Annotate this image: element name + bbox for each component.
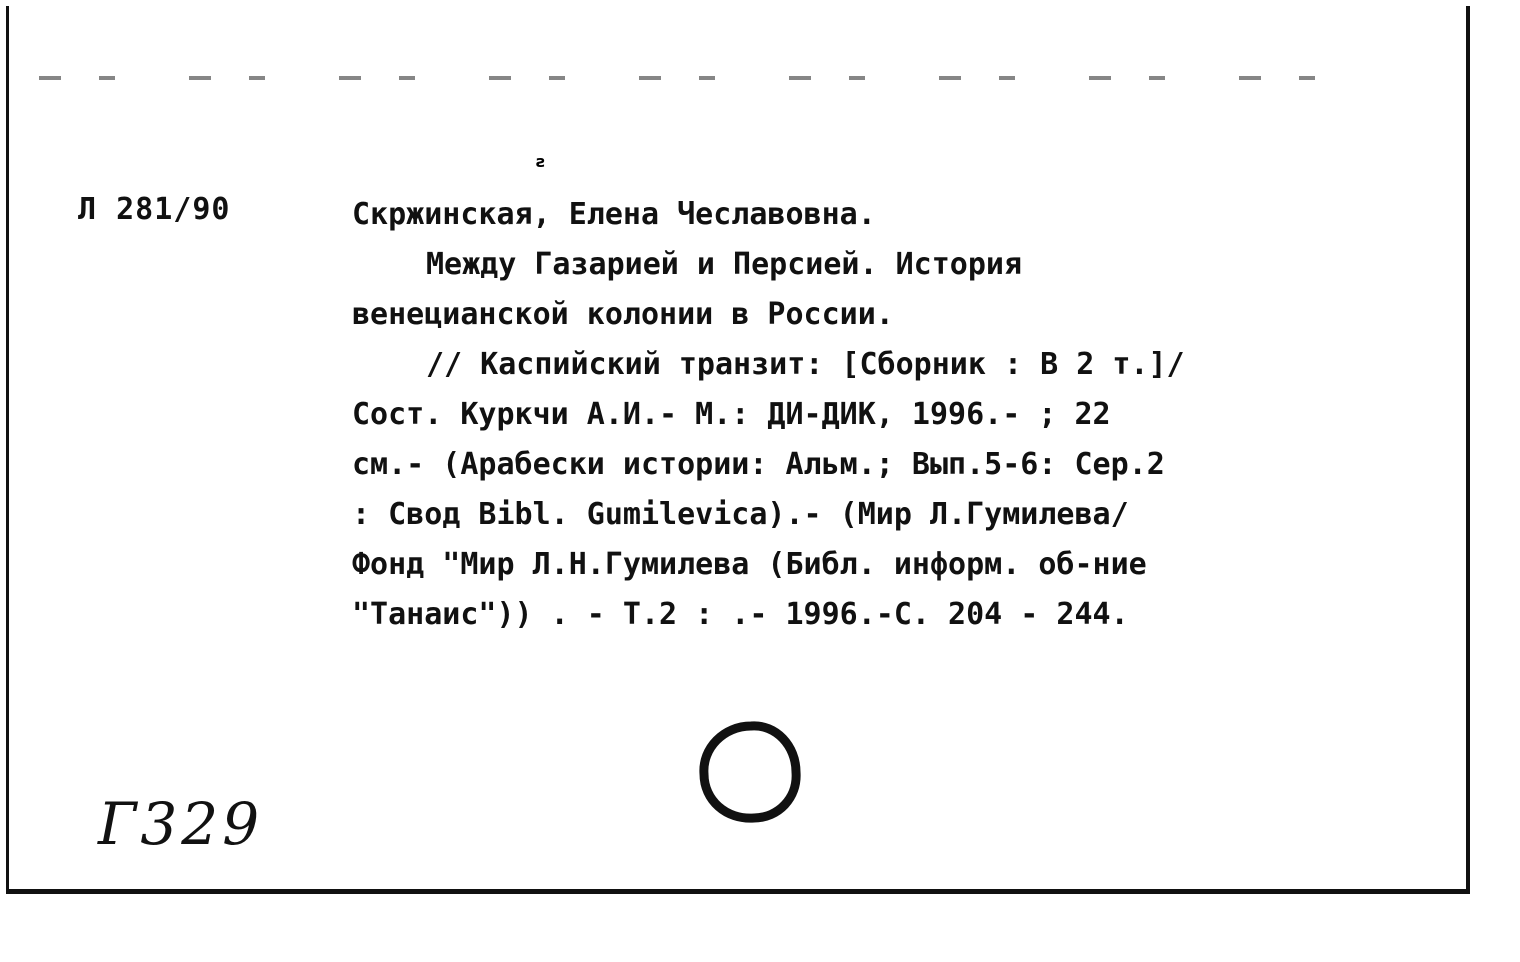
author-line: Скржинская, Елена Чеславовна. <box>352 197 876 232</box>
bibliographic-entry <box>352 190 1460 640</box>
source-line-2: Сост. Куркчи А.И.- М.: ДИ-ДИК, 1996.- ; 22 <box>352 397 1111 432</box>
title-line-1: Между Газарией и Персией. История <box>426 247 1023 282</box>
top-perforation <box>39 76 1379 80</box>
source-line-3: см.- (Арабески истории: Альм.; Вып.5-6: Сер.2 <box>352 447 1165 482</box>
source-line-5: Фонд "Мир Л.Н.Гумилева (Библ. информ. об-ние <box>352 547 1147 582</box>
source-line-1: // Каспийский транзит: [Сборник : В 2 т.]/ <box>426 347 1185 382</box>
punch-hole <box>696 718 806 833</box>
hole-circle <box>696 718 806 828</box>
handwritten-call-number: Г329 <box>98 790 264 858</box>
title-line-2: венецианской колонии в России. <box>352 297 894 332</box>
source-line-4: : Свод Bibl. Gumilevica).- (Мир Л.Гумилева/ <box>352 497 1129 532</box>
mark: ƨ <box>536 152 546 171</box>
shelfmark: Л 281/90 <box>78 192 231 227</box>
source-line-6: "Танаис")) . - Т.2 : .- 1996.-С. 204 - 244. <box>352 597 1129 632</box>
